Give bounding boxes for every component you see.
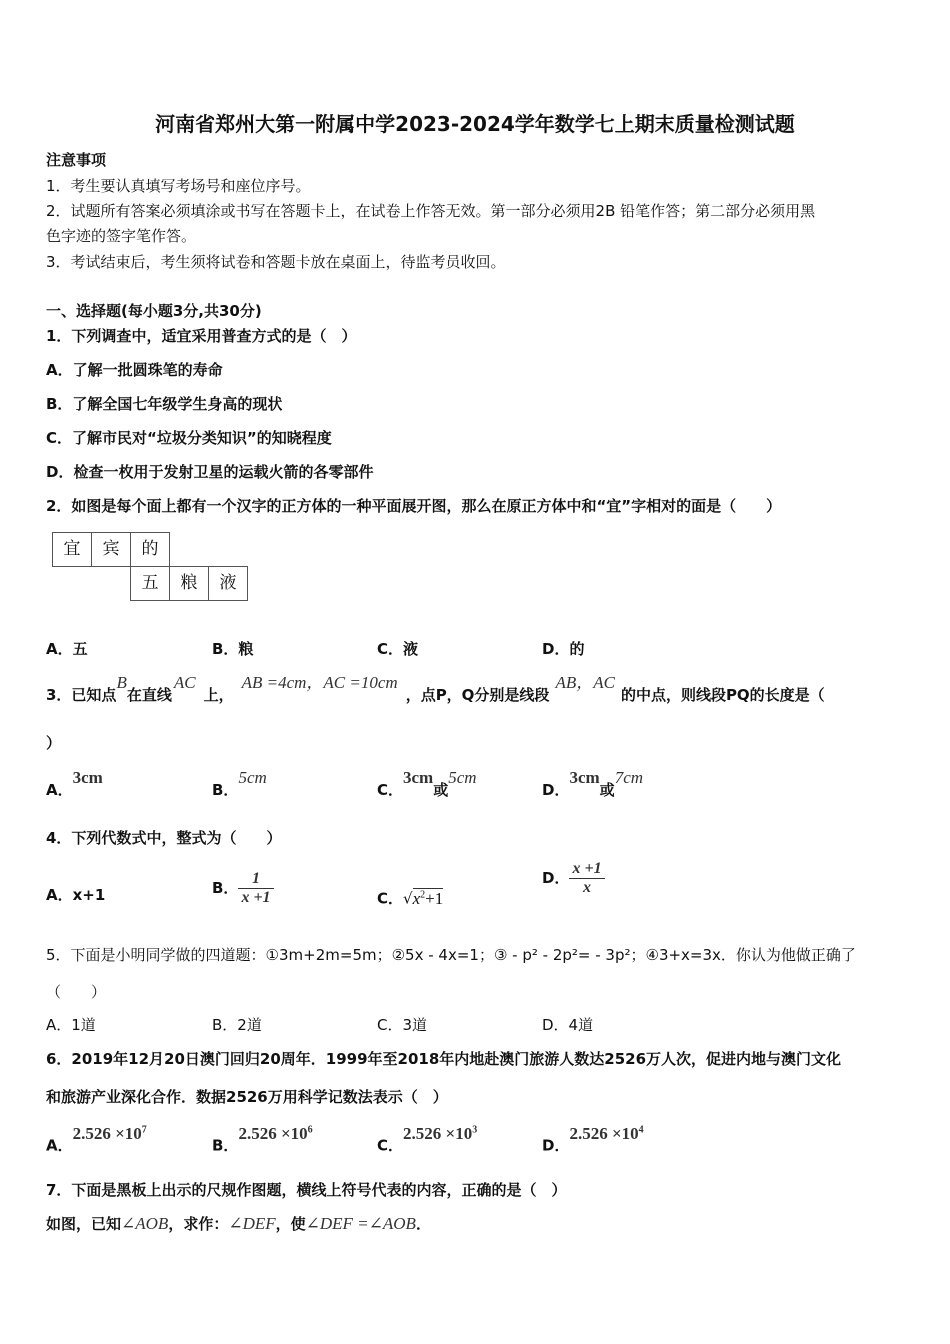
fraction xyxy=(238,870,273,907)
exponent: 6 xyxy=(307,1124,313,1135)
numerator: x +1 xyxy=(569,860,604,879)
text: 如图，已知 xyxy=(46,1215,122,1233)
option xyxy=(377,1123,478,1156)
text: 的中点，则线段PQ的长度是（ xyxy=(620,686,825,704)
math: B xyxy=(116,673,127,692)
label: C． xyxy=(377,1136,404,1155)
text: 或 xyxy=(433,781,449,799)
net-cell: 宾 xyxy=(91,532,131,567)
page-title: 河南省郑州大第一附属中学2023-2024学年数学七上期末质量检测试题 xyxy=(155,112,795,136)
math: 2.526 ×10 xyxy=(72,1123,142,1143)
math: 2.526 ×10 xyxy=(569,1123,639,1143)
option: B．2道 xyxy=(212,1016,262,1034)
option: C．液 xyxy=(377,640,419,658)
text: ，使 xyxy=(275,1215,306,1233)
fraction xyxy=(569,860,604,897)
question-3 xyxy=(46,673,825,705)
question-6: 6．2019年12月20日澳门回归20周年．1999年至2018年内地赴澳门旅游人数达2526万人次，促进内地与澳门文化 xyxy=(46,1050,842,1068)
math: ∠DEF =∠AOB xyxy=(305,1214,416,1233)
question-6-cont: 和旅游产业深化合作．数据2526万用科学记数法表示（ ） xyxy=(46,1088,448,1106)
label: C． xyxy=(377,781,404,799)
option xyxy=(377,768,477,800)
label: A． xyxy=(46,886,73,904)
option: C．3道 xyxy=(377,1016,428,1034)
question-7: 7．下面是黑板上出示的尺规作图题，横线上符号代表的内容，正确的是（ ） xyxy=(46,1181,567,1199)
question-4: 4．下列代数式中，整式为（ ） xyxy=(46,829,282,847)
math xyxy=(238,1124,312,1143)
text: 3．已知点 xyxy=(46,686,117,704)
notice-item: 3．考试结束后，考生须将试卷和答题卡放在桌面上，待监考员收回。 xyxy=(46,253,506,271)
math: 2.526 ×10 xyxy=(238,1123,308,1143)
section-heading: 一、选择题(每小题3分,共30分) xyxy=(46,302,262,320)
sqrt-icon: √ xyxy=(403,889,413,908)
math: 5cm xyxy=(448,768,477,787)
math: 5cm xyxy=(238,768,267,787)
notice-item: 2．试题所有答案必须填涂或书写在答题卡上，在试卷上作答无效。第一部分必须用2B 铅笔作答；第二部分必须用黑 xyxy=(46,202,816,220)
text: ，点P，Q分别是线段 xyxy=(405,686,550,704)
text: 或 xyxy=(599,781,615,799)
label: A． xyxy=(46,781,73,799)
question-5: 5．下面是小明同学做的四道题：①3m+2m=5m；②5x - 4x=1；③ - p² - 2p²= - 3p²；④3+x=3x．你认为他做正确了 xyxy=(46,946,856,964)
label: B． xyxy=(212,879,239,897)
math: x xyxy=(412,888,421,908)
text: 上， xyxy=(203,686,234,704)
option: C．了解市民对“垃圾分类知识”的知晓程度 xyxy=(46,429,332,447)
net-cell: 五 xyxy=(130,566,170,601)
exponent: 2 xyxy=(420,889,426,900)
option: B．粮 xyxy=(212,640,254,658)
notice-item: 色字迹的签字笔作答。 xyxy=(46,227,197,245)
text: 在直线 xyxy=(126,686,172,704)
math: 3cm xyxy=(72,768,103,787)
option xyxy=(212,768,267,800)
math: +1 xyxy=(425,888,444,908)
notice-heading: 注意事项 xyxy=(46,151,107,169)
math: 2.526 ×10 xyxy=(403,1123,473,1143)
option: D．的 xyxy=(542,640,585,658)
option: D．检查一枚用于发射卫星的运载火箭的各零部件 xyxy=(46,463,374,481)
text: ） xyxy=(46,734,62,752)
math: 3cm xyxy=(569,768,600,787)
exponent: 3 xyxy=(472,1124,478,1135)
math: ∠AOB xyxy=(121,1214,169,1233)
label: B． xyxy=(212,1136,239,1155)
math xyxy=(569,1124,643,1143)
question-1: 1．下列调查中，适宜采用普查方式的是（ ） xyxy=(46,327,357,345)
option: A．了解一批圆珠笔的寿命 xyxy=(46,361,223,379)
label: D． xyxy=(542,869,570,887)
exponent: 7 xyxy=(141,1124,147,1135)
label: C． xyxy=(377,889,404,908)
notice-item: 1．考生要认真填写考场号和座位序号。 xyxy=(46,177,311,195)
label: A． xyxy=(46,1136,73,1155)
option xyxy=(46,1123,147,1156)
question-7-cont xyxy=(46,1214,431,1234)
net-cell: 的 xyxy=(130,532,170,567)
text: ． xyxy=(415,1215,431,1233)
math xyxy=(403,1124,477,1143)
net-cell: 液 xyxy=(208,566,248,601)
option: A．五 xyxy=(46,640,88,658)
exponent: 4 xyxy=(638,1124,644,1135)
math: 7cm xyxy=(614,768,644,787)
math: ∠DEF xyxy=(228,1214,276,1233)
option xyxy=(212,1123,313,1156)
option xyxy=(542,1123,644,1156)
option xyxy=(212,870,274,907)
text: （ ） xyxy=(46,983,107,1001)
option xyxy=(542,768,644,800)
denominator: x +1 xyxy=(241,889,271,906)
text: ，求作： xyxy=(168,1215,229,1233)
net-cell: 宜 xyxy=(52,532,92,567)
math: x+1 xyxy=(72,886,106,904)
option xyxy=(542,860,605,897)
option xyxy=(46,885,105,905)
label: D． xyxy=(542,1136,570,1155)
math xyxy=(73,1124,147,1143)
math: AC xyxy=(173,673,196,692)
option: B．了解全国七年级学生身高的现状 xyxy=(46,395,283,413)
denominator: x xyxy=(583,879,592,896)
label: D． xyxy=(542,781,570,799)
math: AB，AC xyxy=(555,673,615,692)
numerator: 1 xyxy=(238,870,273,889)
option xyxy=(46,768,103,800)
option xyxy=(377,885,443,909)
question-2: 2．如图是每个面上都有一个汉字的正方体的一种平面展开图，那么在原正方体中和“宜”字相对的面是（ ） xyxy=(46,497,782,515)
option: A．1道 xyxy=(46,1016,96,1034)
net-cell: 粮 xyxy=(169,566,209,601)
label: B． xyxy=(212,781,239,799)
math: 3cm xyxy=(403,768,434,787)
radicand xyxy=(413,888,444,908)
option: D．4道 xyxy=(542,1016,594,1034)
math: AB =4cm，AC =10cm xyxy=(241,673,398,692)
